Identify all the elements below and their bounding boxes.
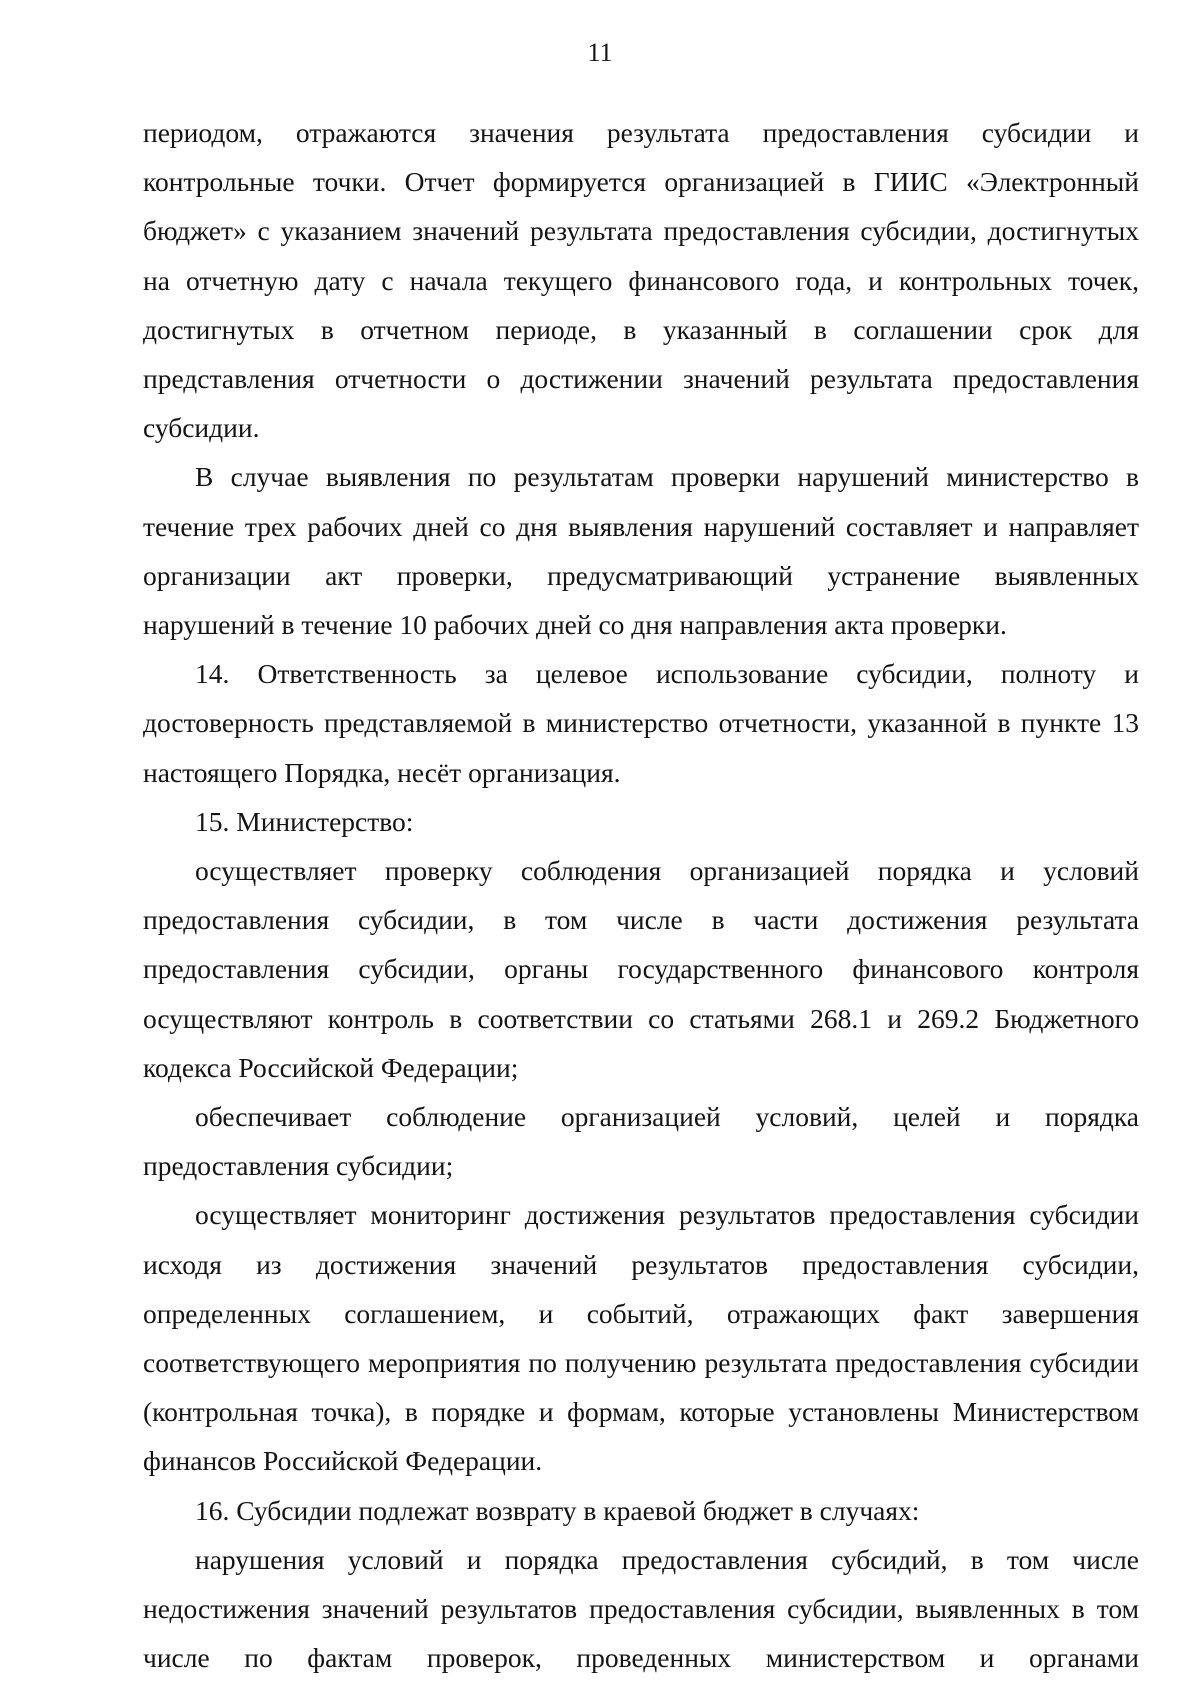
paragraph-item-15-check: осуществляет проверку соблюдения организацией порядка и условий предоставления субсидии, в том числе в части достижения результата предоставления субсидии, органы государственного финансового контроля осуществляют контроль в соответствии со статьями 268.1 и 269.2 Бюджетного кодекса Российской Федерации;: [143, 855, 1139, 1083]
paragraph-item-14: 14. Ответственность за целевое использование субсидии, полноту и достоверность представляемой в министерство отчетности, указанной в пункте 13 настоящего Порядка, несёт организация.: [143, 658, 1139, 788]
paragraph-item-15-monitoring: осуществляет мониторинг достижения результатов предоставления субсидии исходя из достижения значений результатов предоставления субсидии, определенных соглашением, и событий, отражающих факт завершения соответствующего мероприятия по получению результата предоставления субсидии (контрольная точка), в порядке и формам, которые установлены Министерством финансов Российской Федерации.: [143, 1199, 1139, 1477]
paragraph-violations: В случае выявления по результатам проверки нарушений министерство в течение трех рабочих дней со дня выявления нарушений составляет и направляет организации акт проверки, предусматривающий устранение выявленных нарушений в течение 10 рабочих дней со дня направления акта проверки.: [143, 461, 1139, 641]
document-body: [143, 108, 1139, 1683]
paragraph-item-16: 16. Субсидии подлежат возврату в краевой бюджет в случаях:: [195, 1494, 920, 1526]
paragraph-item-15: 15. Министерство:: [195, 805, 414, 837]
paragraph-item-16-violations: нарушения условий и порядка предоставления субсидий, в том числе недостижения значений результатов предоставления субсидии, выявленных в том числе по фактам проверок, проведенных министерством и органами: [143, 1543, 1139, 1674]
paragraph-item-15-ensure: обеспечивает соблюдение организацией условий, целей и порядка предоставления субсидии;: [143, 1101, 1139, 1182]
page-number: 11: [587, 38, 613, 67]
paragraph-continuation: периодом, отражаются значения результата предоставления субсидии и контрольные точки. Отчет формируется организацией в ГИИС «Электронный бюджет» с указанием значений результата предоставления субсидии, достигнутых на отчетную дату с начала текущего финансового года, и контрольных точек, достигнутых в отчетном периоде, в указанный в соглашении срок для представления отчетности о достижении значений результата предоставления субсидии.: [143, 117, 1139, 444]
